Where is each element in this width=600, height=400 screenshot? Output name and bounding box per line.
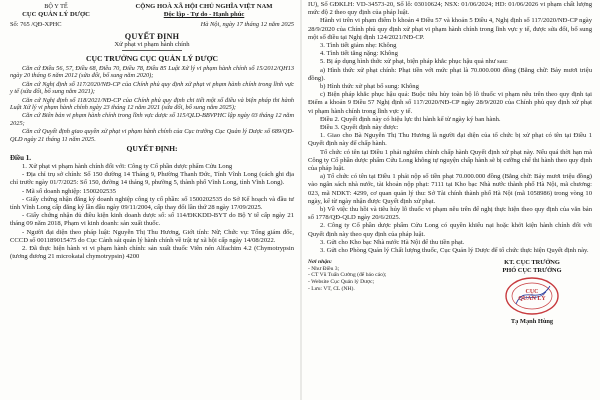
decides-heading: QUYẾT ĐỊNH: bbox=[126, 144, 178, 154]
body-paragraph: 1. Xử phạt vi phạm hành chính đối với: Công ty Cổ phần dược phẩm Cửu Long bbox=[22, 163, 233, 171]
issuing-agency bbox=[10, 3, 102, 19]
body-paragraph: Hành vi trên vi phạm điểm b khoản 4 Điều 57 và khoản 5 Điều 4, Nghị định số 117/2020/NĐ-CP ngày 28/9/2020 của Chính phủ quy định xử phạt vi phạm hành chính trong lĩnh vực y tế, được sửa đổi, bổ sung một số điều tại Nghị định 124/2021/NĐ-CP. bbox=[308, 17, 592, 41]
seal-line: CỤC bbox=[525, 289, 539, 296]
document-subtitle: Xử phạt vi phạm hành chính bbox=[114, 41, 190, 48]
body-paragraph: 2. Công ty Cổ phần dược phẩm Cửu Long có quyền khiếu nại hoặc khởi kiện hành chính đối với Quyết định này theo quy định của pháp luật. bbox=[308, 222, 592, 238]
decision-page-2 bbox=[302, 0, 600, 400]
body-paragraph: 4. Tình tiết tăng nặng: Không bbox=[320, 50, 398, 58]
recipient-item: - Như Điều 3; bbox=[308, 265, 340, 272]
body-paragraph: - Người đại diện theo pháp luật: Nguyễn Thị Thu Hương, Giới tính: Nữ; Chức vụ: Tổng giám đốc, CCCD số 001189015475 do Cục Cảnh sát quản lý hành chính về trật tự xã hội cấp ngày 14/08/2022. bbox=[10, 228, 294, 244]
document-header bbox=[10, 3, 294, 19]
body-paragraph: 3. Gửi cho Phòng Quản lý Chất lượng thuốc, Cục Quản lý Dược để tổ chức thực hiện Quyết định này. bbox=[320, 247, 589, 255]
nation-name: CỘNG HOÀ XÃ HỘI CHỦ NGHĨA VIỆT NAM bbox=[135, 3, 273, 10]
article-1-heading: Điều 1. bbox=[10, 154, 31, 163]
body-paragraph: 3. Tình tiết giảm nhẹ: Không bbox=[320, 42, 397, 50]
body-paragraph: b) Hình thức xử phạt bổ sung: Không bbox=[320, 83, 419, 91]
recipient-item: - Lưu: VT, CL (NH). bbox=[308, 285, 355, 292]
department-name: CỤC QUẢN LÝ DƯỢC bbox=[22, 11, 90, 18]
body-paragraph: - Địa chỉ trụ sở chính: Số 150 đường 14 Tháng 9, Phường Thanh Đức, Tỉnh Vĩnh Long (cách ghi địa chỉ trước ngày 01/7/2025: Số 150, đường 14 tháng 9, phường 5, thành phố Vĩnh Long, tỉnh Vĩnh Long). bbox=[10, 171, 294, 187]
recipient-item: - Website Cục Quản lý Dược; bbox=[308, 279, 375, 286]
body-paragraph: 1. Giao cho Bà Nguyễn Thị Thu Hương là người đại diện của tổ chức bị xử phạt có tên tại Điều 1 Quyết định này để chấp hành. bbox=[308, 132, 592, 148]
seal-line: QUẢN LÝ bbox=[518, 296, 546, 303]
body-paragraph: - Giấy chứng nhận đăng ký doanh nghiệp công ty cổ phần: số 1500202535 do Sở Kế hoạch và đầu tư tỉnh Vĩnh Long cấp đăng ký lần đầu ngày 09/11/2004, cấp thay đổi lần thứ 28 ngày 17/09/2025. bbox=[10, 195, 294, 212]
body-paragraph: Tổ chức có tên tại Điều 1 phải nghiêm chỉnh chấp hành Quyết định xử phạt này. Nếu quá thời hạn mà Công ty Cổ phần dược phẩm Cửu Long không tự nguyện chấp hành sẽ bị cưỡng chế thi hành theo quy định của pháp luật. bbox=[308, 148, 592, 173]
signature-block bbox=[472, 259, 592, 326]
official-seal bbox=[502, 276, 562, 316]
body-paragraph: 3. Gửi cho Kho bạc Nhà nước Hà Nội để thu tiền phạt. bbox=[320, 238, 465, 246]
article-3-paragraph: Điều 3. Quyết định này được: bbox=[320, 124, 399, 132]
body-paragraph: a) Hình thức xử phạt chính: Phạt tiền với mức phạt là 70.000.000 đồng (Bằng chữ: Bảy mươi triệu đồng). bbox=[308, 66, 592, 82]
document-title: QUYẾT ĐỊNH bbox=[124, 32, 180, 41]
legal-basis: Căn cứ Điều 56, 57, Điều 68, Điều 70, Điều 78, Điều 85 Luật Xử lý vi phạm hành chính số 15/2012/QH13 ngày 20 tháng 6 năm 2012 (sửa đổi, bổ sung năm 2020); bbox=[10, 65, 294, 80]
body-paragraph: - Mã số doanh nghiệp: 1500202535 bbox=[22, 187, 116, 195]
recipients-list bbox=[308, 259, 436, 326]
seal-lettering bbox=[502, 289, 562, 303]
legal-basis: Căn cứ Nghị định số 118/2021/NĐ-CP của Chính phủ quy định chi tiết một số điều và biện pháp thi hành Luật Xử lý vi phạm hành chính ngày 23 tháng 12 năm 2021 (sửa đổi, bổ sung năm 2025); bbox=[10, 96, 294, 112]
number-label: Số: bbox=[10, 21, 19, 28]
legal-basis: Căn cứ Nghị định số 117/2020/NĐ-CP của Chính phủ quy định xử phạt vi phạm hành chính trong lĩnh vực y tế (sửa đổi, bổ sung năm 2021); bbox=[10, 80, 294, 96]
signer-title: PHÓ CỤC TRƯỞNG bbox=[502, 266, 562, 274]
article-2-paragraph: Điều 2. Quyết định này có hiệu lực thi hành kể từ ngày ký ban hành. bbox=[320, 115, 501, 123]
number-date-line bbox=[10, 21, 294, 28]
recipient-item: - CT Vũ Tuấn Cường (để báo cáo); bbox=[308, 272, 387, 279]
document-number bbox=[10, 21, 62, 28]
legal-basis: Căn cứ Biên bản vi phạm hành chính trong lĩnh vực dược số 115/QLD-BBVPHC lập ngày 03 tháng 12 năm 2025; bbox=[10, 112, 294, 127]
body-paragraph: b) Về việc thu hồi và tiêu hủy lô thuốc vi phạm nêu trên để nghị thực hiện theo quy định của văn bản số 1778/QĐ-QLD ngày 20/6/2025. bbox=[308, 206, 592, 222]
body-paragraph: 2. Đã thực hiện hành vi vi phạm hành chính: sản xuất thuốc Viên nén Alfachim 4.2 (Chymotrypsin (tương đương 21 microkatal chymotrypsin) 4200 bbox=[10, 245, 294, 261]
national-motto: Độc lập - Tự do - Hạnh phúc bbox=[163, 11, 245, 18]
body-paragraph: - Giấy chứng nhận đủ điều kiện kinh doanh dược số: số 114/ĐKKDD-BYT do Bộ Y tế cấp ngày 21 tháng 09 năm 2018, Phạm vi kinh doanh: sản xuất thuốc. bbox=[10, 212, 294, 228]
body-paragraph: IU), Số GĐKLH: VD-34573-20, Số lô: 03010624; NSX: 01/06/2024; HD: 01/06/2026 vi phạm chất lượng mức độ 2 theo quy định của pháp luật. bbox=[308, 1, 592, 17]
title-divider bbox=[122, 50, 182, 51]
signer-name: Tạ Mạnh Hùng bbox=[510, 318, 554, 326]
national-heading bbox=[114, 3, 294, 19]
body-paragraph: a) Tổ chức có tên tại Điều 1 phải nộp số tiền phạt 70.000.000 đồng (Bằng chữ: Bảy mươi triệu đồng) vào ngân sách nhà nước, tài khoản nộp phạt: 7111 tại Kho bạc Nhà nước thành phố Hà Nội, mã chương: 023, mã NDKT: 4299, cơ quan quản lý thu: Sở Tài chính thành phố Hà Nội (mã 1058986) trong vòng 10 ngày, kể từ ngày nhận được Quyết định xử phạt. bbox=[308, 173, 592, 205]
body-paragraph: 5. Bị áp dụng hình thức xử phạt, biện pháp khắc phục hậu quả như sau: bbox=[320, 58, 508, 66]
issue-date: Hà Nội, ngày 17 tháng 12 năm 2025 bbox=[200, 21, 294, 28]
legal-basis: Căn cứ Quyết định giao quyền xử phạt vi phạm hành chính của Cục trưởng Cục Quản lý Dược số 689/QĐ-QLD ngày 21 tháng 11 năm 2025. bbox=[10, 128, 294, 143]
ministry-name: BỘ Y TẾ bbox=[44, 3, 68, 10]
recipients-label: Nơi nhận: bbox=[308, 259, 332, 266]
closing-block bbox=[308, 259, 592, 326]
number-value: 765 /QĐ-XPHC bbox=[20, 21, 62, 28]
body-paragraph: c) Biện pháp khắc phục hậu quả: Buộc tiêu hủy toàn bộ lô thuốc vi phạm nêu trên theo quy định tại Điểm a khoản 9 Điều 57 Nghị định số 117/2020/NĐ-CP ngày 28/9/2020 của Chính phủ quy định xử phạt vi phạm hành chính trong lĩnh vực y tế. bbox=[308, 91, 592, 115]
signer-role: KT. CỤC TRƯỞNG bbox=[504, 259, 560, 267]
issuer-heading: CỤC TRƯỞNG CỤC QUẢN LÝ DƯỢC bbox=[86, 54, 218, 63]
